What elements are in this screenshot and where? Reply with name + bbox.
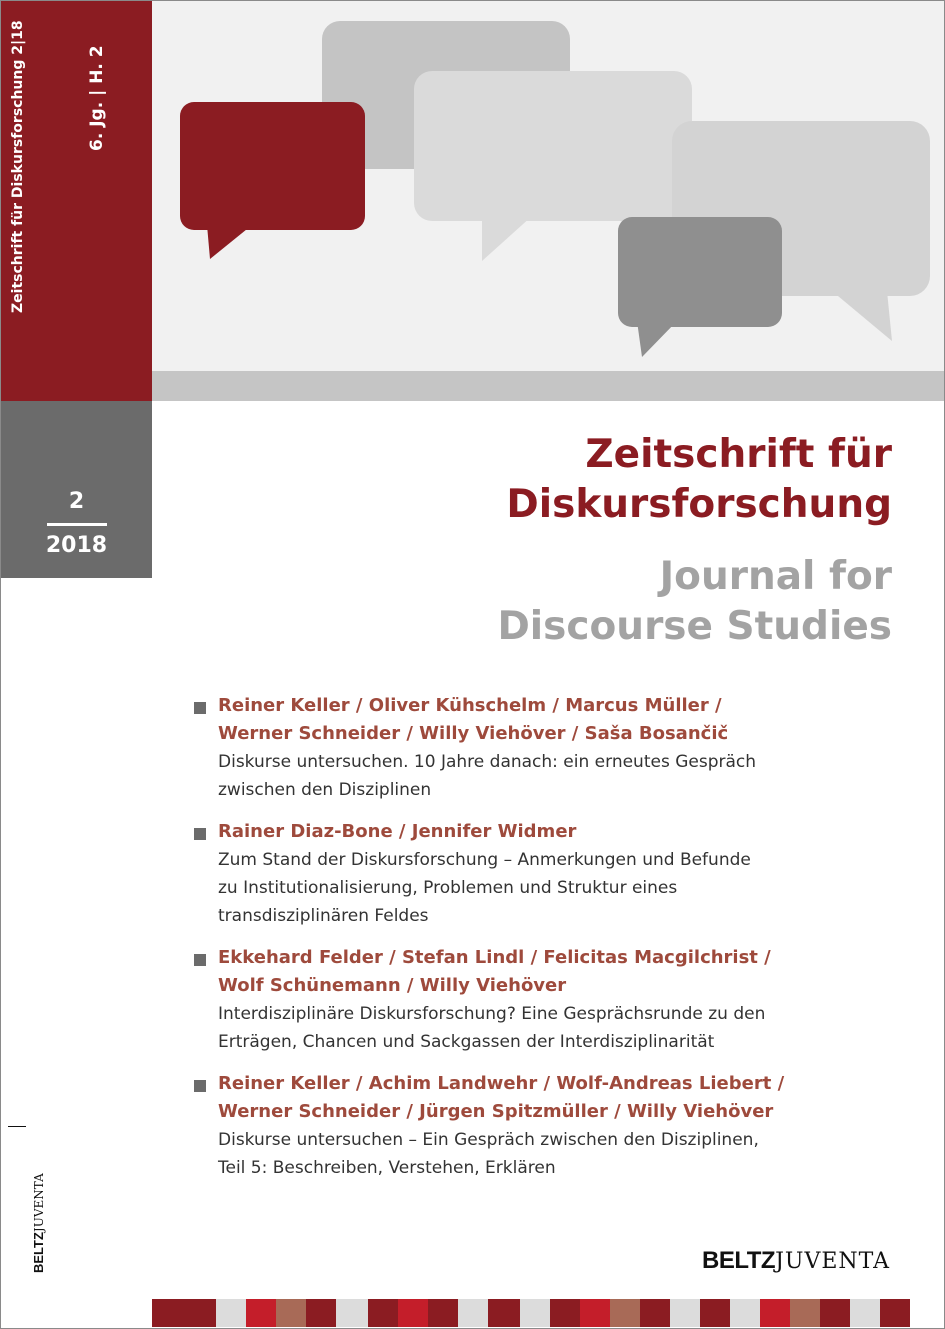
logo-part-beltz: BELTZ — [702, 1247, 776, 1274]
title-line: Journal for — [659, 554, 892, 599]
strip-segment — [336, 1299, 368, 1327]
authors-line: Wolf Schünemann / Willy Viehöver — [218, 975, 567, 996]
strip-segment — [216, 1299, 246, 1327]
entry-authors — [218, 944, 844, 1000]
title-line: Teil 5: Beschreiben, Verstehen, Erklären — [218, 1158, 556, 1178]
contents-entry — [194, 944, 844, 1056]
logo-part-juventa: JUVENTA — [32, 1173, 46, 1233]
strip-segment — [276, 1299, 306, 1327]
bullet-square-icon — [194, 954, 206, 966]
speech-bubble-icon — [618, 217, 782, 357]
title-line: Discourse Studies — [497, 604, 892, 649]
authors-line: Ekkehard Felder / Stefan Lindl / Felicitas Macgilchrist / — [218, 947, 771, 968]
strip-segment — [610, 1299, 640, 1327]
strip-segment — [760, 1299, 790, 1327]
entry-title — [218, 1126, 844, 1182]
spine-journal-title: Zeitschrift für Diskursforschung 2|18 — [10, 20, 26, 313]
entry-authors — [218, 818, 844, 846]
speech-bubble-icon — [180, 102, 365, 259]
issue-year: 2018 — [45, 533, 108, 558]
title-line: Erträgen, Chancen und Sackgassen der Interdisziplinarität — [218, 1032, 715, 1052]
authors-line: Werner Schneider / Willy Viehöver / Saša Bosančič — [218, 723, 729, 744]
spine-red-block — [1, 1, 152, 401]
authors-line: Reiner Keller / Oliver Kühschelm / Marcus Müller / — [218, 695, 722, 716]
strip-segment — [640, 1299, 670, 1327]
color-strip — [152, 1299, 910, 1327]
title-line: Diskurse untersuchen. 10 Jahre danach: ein erneutes Gespräch — [218, 752, 757, 772]
title-line: zwischen den Disziplinen — [218, 780, 432, 800]
contents-entry — [194, 1070, 844, 1182]
journal-title-german — [506, 430, 892, 530]
strip-segment — [790, 1299, 820, 1327]
contents-entry — [194, 692, 844, 804]
contents-entry — [194, 818, 844, 930]
title-line: Zeitschrift für — [585, 432, 892, 477]
strip-segment — [428, 1299, 458, 1327]
strip-segment — [368, 1299, 398, 1327]
issue-divider — [47, 523, 107, 526]
title-line: Interdisziplinäre Diskursforschung? Eine Gesprächsrunde zu den — [218, 1004, 766, 1024]
publisher-logo — [702, 1247, 890, 1275]
entry-title — [218, 846, 844, 930]
strip-segment — [550, 1299, 580, 1327]
publisher-logo-spine — [28, 1173, 47, 1273]
strip-segment — [850, 1299, 880, 1327]
bullet-square-icon — [194, 828, 206, 840]
title-line: Zum Stand der Diskursforschung – Anmerkungen und Befunde — [218, 850, 751, 870]
strip-segment — [246, 1299, 276, 1327]
entry-title — [218, 1000, 844, 1056]
strip-segment — [520, 1299, 550, 1327]
title-line: zu Institutionalisierung, Problemen und Struktur eines — [218, 878, 678, 898]
spine-logo-rule — [8, 1126, 26, 1127]
strip-segment — [880, 1299, 910, 1327]
strip-segment — [670, 1299, 700, 1327]
spine-volume: 6. Jg. | H. 2 — [87, 45, 107, 151]
entry-authors — [218, 1070, 844, 1126]
strip-segment — [730, 1299, 760, 1327]
strip-segment — [152, 1299, 216, 1327]
title-line: transdisziplinären Feldes — [218, 906, 429, 926]
title-line: Diskurse untersuchen – Ein Gespräch zwischen den Disziplinen, — [218, 1130, 759, 1150]
authors-line: Rainer Diaz-Bone / Jennifer Widmer — [218, 821, 577, 842]
speech-bubbles-illustration — [152, 1, 944, 371]
strip-segment — [488, 1299, 520, 1327]
strip-segment — [580, 1299, 610, 1327]
logo-part-juventa: JUVENTA — [775, 1249, 890, 1274]
entry-title — [218, 748, 844, 804]
title-line: Diskursforschung — [506, 482, 892, 527]
entry-authors — [218, 692, 844, 748]
journal-title-english — [497, 552, 892, 652]
contents-list — [194, 692, 844, 1196]
bullet-square-icon — [194, 1080, 206, 1092]
authors-line: Werner Schneider / Jürgen Spitzmüller / Willy Viehöver — [218, 1101, 774, 1122]
issue-block — [1, 401, 152, 578]
strip-segment — [458, 1299, 488, 1327]
header-grey-band — [152, 371, 944, 401]
authors-line: Reiner Keller / Achim Landwehr / Wolf-Andreas Liebert / — [218, 1073, 785, 1094]
bullet-square-icon — [194, 702, 206, 714]
issue-number: 2 — [68, 489, 85, 514]
strip-segment — [398, 1299, 428, 1327]
strip-segment — [700, 1299, 730, 1327]
strip-segment — [306, 1299, 336, 1327]
logo-part-beltz: BELTZ — [31, 1232, 46, 1273]
strip-segment — [820, 1299, 850, 1327]
